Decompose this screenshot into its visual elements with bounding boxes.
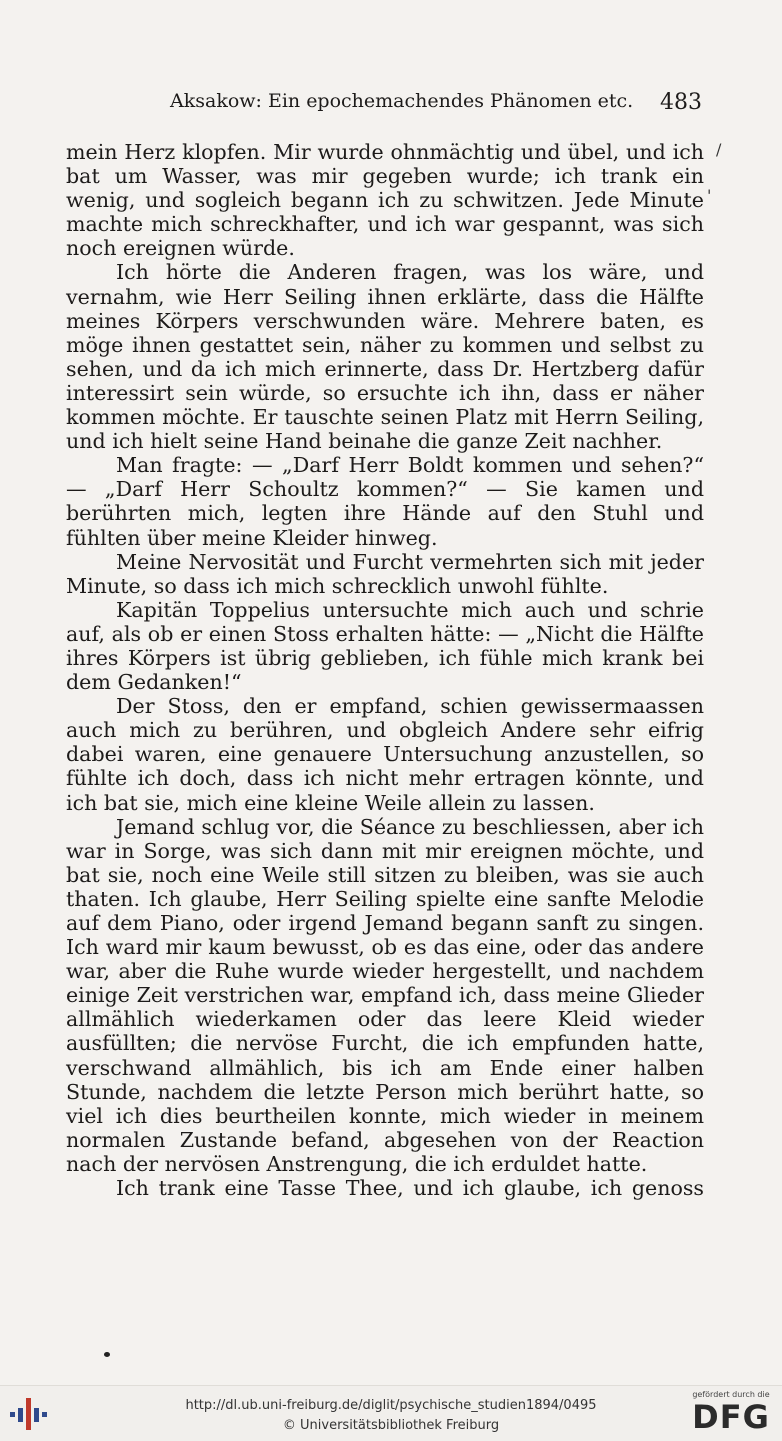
margin-mark: ' — [707, 186, 712, 205]
dfg-logo-text: DFG — [692, 1398, 770, 1436]
paragraph: Jemand schlug vor, die Séance zu beschliessen, aber ich war in Sorge, was sich dann mit mir ereignen möchte, und bat sie, noch eine Weile still sitzen zu bleiben, was sie auch thaten. Ich glaube, Herr Seiling spielte eine sanfte Melodie auf dem Piano, oder irgend Jemand begann sanft zu singen. Ich ward mir kaum bewusst, ob es das eine, oder das andere war, aber die Ruhe wurde wieder hergestellt, und nachdem einige Zeit verstrichen war, empfand ich, dass meine Glieder allmählich wiederkamen oder das leere Kleid wieder ausfüllten; die nervöse Furcht, die ich empfunden hatte, verschwand allmählich, bis ich am Ende einer halben Stunde, nachdem die letzte Person mich berührt hatte, so viel ich dies beurtheilen konnte, mich wieder in meinem normalen Zustande befand, abgesehen von der Reaction nach der nervösen Anstrengung, die ich erduldet hatte. — [66, 814, 704, 1176]
dfg-logo[interactable] — [690, 1390, 772, 1436]
paragraph: mein Herz klopfen. Mir wurde ohnmächtig und übel, und ich bat um Wasser, was mir gegeben wurde; ich trank ein wenig, und sogleich begann ich zu schwitzen. Jede Minute machte mich schreckhafter, und ich war gespannt, was sich noch ereignen würde. — [66, 140, 704, 261]
paragraph: Der Stoss, den er empfand, schien gewissermaassen auch mich zu berühren, und obgleich Andere sehr eifrig dabei waren, eine genauere Untersuchung anzustellen, so fühlte ich doch, dass ich nicht mehr ertragen könnte, und ich bat sie, mich eine kleine Weile allein zu lassen. — [66, 694, 704, 815]
paragraph: Meine Nervosität und Furcht vermehrten sich mit jeder Minute, so dass ich mich schrecklich unwohl fühlte. — [66, 549, 704, 598]
body-text — [66, 140, 704, 1200]
running-title: Aksakow: Ein epochemachendes Phänomen etc. — [170, 90, 634, 112]
margin-mark: / — [716, 140, 722, 159]
paragraph: Man fragte: — „Darf Herr Boldt kommen und sehen?“ — „Darf Herr Schoultz kommen?“ — Sie kamen und berührten mich, legten ihre Hände auf den Stuhl und fühlten über meine Kleider hinweg. — [66, 453, 704, 550]
viewer-footer — [0, 1385, 782, 1441]
permalink-url[interactable]: http://dl.ub.uni-freiburg.de/diglit/psychische_studien1894/0495 — [185, 1398, 597, 1413]
page-number: 483 — [660, 90, 702, 115]
copyright-notice: © Universitätsbibliothek Freiburg — [282, 1418, 500, 1433]
ink-speck — [104, 1352, 110, 1357]
paragraph: Ich hörte die Anderen fragen, was los wäre, und vernahm, wie Herr Seiling ihnen erklärte, dass die Hälfte meines Körpers verschwunden wäre. Mehrere baten, es möge ihnen gestattet sein, näher zu kommen und selbst zu sehen, und da ich mich erinnerte, dass Dr. Hertzberg dafür interessirt sein würde, so ersuchte ich ihn, dass er näher kommen möchte. Er tauschte seinen Platz mit Herrn Seiling, und ich hielt seine Hand beinahe die ganze Zeit nachher. — [66, 260, 704, 454]
paragraph: Kapitän Toppelius untersuchte mich auch und schrie auf, als ob er einen Stoss erhalten hätte: — „Nicht die Hälfte ihres Körpers ist übrig geblieben, ich fühle mich krank bei dem Gedanken!“ — [66, 597, 704, 695]
dfg-caption: gefördert durch die — [692, 1390, 770, 1399]
running-head — [170, 90, 710, 120]
paragraph: Ich trank eine Tasse Thee, und ich glaube, ich genoss — [116, 1176, 704, 1201]
